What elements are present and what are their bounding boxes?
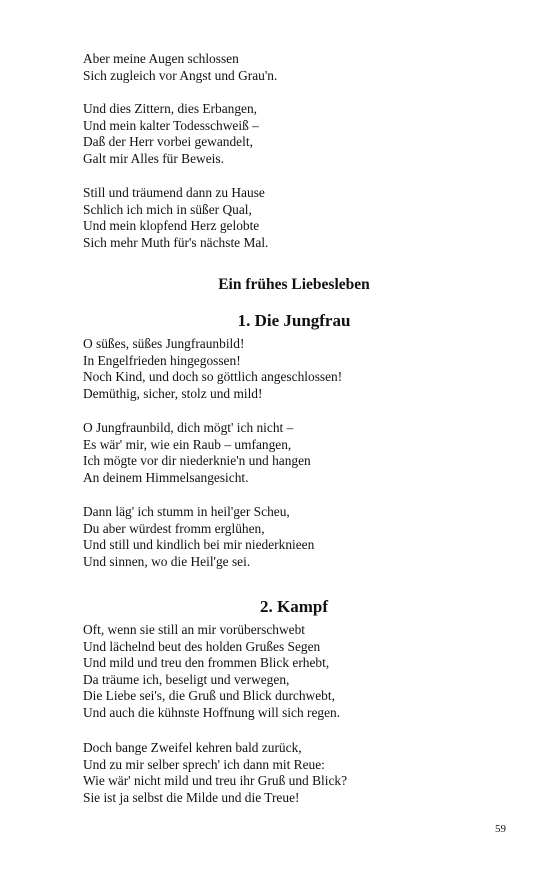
poem1-stanza-1 xyxy=(83,336,523,402)
verse-line: Still und träumend dann zu Hause xyxy=(83,185,265,200)
poem-title-jungfrau: 1. Die Jungfrau xyxy=(237,311,351,330)
verse-line: Sich zugleich vor Angst und Grau'n. xyxy=(83,67,278,83)
verse-line: Du aber würdest fromm erglühen, xyxy=(83,520,265,536)
verse-line: Und zu mir selber sprech' ich dann mit Reue: xyxy=(83,756,325,772)
verse-line: Dann läg' ich stumm in heil'ger Scheu, xyxy=(83,504,290,519)
verse-line: Und auch die kühnste Hoffnung will sich regen. xyxy=(83,704,341,720)
stanza-continued-3 xyxy=(83,185,523,251)
verse-line: Und mein klopfend Herz gelobte xyxy=(83,218,260,234)
stanza-continued-1 xyxy=(83,51,523,84)
verse-line: Und still und kindlich bei mir niederknieen xyxy=(83,537,315,553)
verse-line: Galt mir Alles für Beweis. xyxy=(83,150,224,166)
poem-title-kampf: 2. Kampf xyxy=(260,597,328,616)
verse-line: Und lächelnd beut des holden Grußes Segen xyxy=(83,638,321,654)
verse-line: An deinem Himmelsangesicht. xyxy=(83,469,249,485)
poem1-stanza-2 xyxy=(83,420,523,486)
verse-line: Daß der Herr vorbei gewandelt, xyxy=(83,134,253,150)
verse-line: Es wär' mir, wie ein Raub – umfangen, xyxy=(83,436,292,452)
verse-line: Sich mehr Muth für's nächste Mal. xyxy=(83,234,269,250)
verse-line: Demüthig, sicher, stolz und mild! xyxy=(83,385,263,401)
verse-line: In Engelfrieden hingegossen! xyxy=(83,352,241,368)
verse-line: O süßes, süßes Jungfraunbild! xyxy=(83,336,245,351)
poem1-stanza-3 xyxy=(83,504,523,570)
poem2-stanza-2 xyxy=(83,740,523,806)
verse-line: Und mein kalter Todesschweiß – xyxy=(83,117,259,133)
stanza-continued-2 xyxy=(83,101,523,167)
poem2-stanza-1 xyxy=(83,622,523,722)
verse-line: Und dies Zittern, dies Erbangen, xyxy=(83,101,258,116)
verse-line: Wie wär' nicht mild und treu ihr Gruß und Blick? xyxy=(83,773,348,789)
verse-line: Und sinnen, wo die Heil'ge sei. xyxy=(83,553,251,569)
verse-line: Doch bange Zweifel kehren bald zurück, xyxy=(83,740,302,755)
verse-line: Aber meine Augen schlossen xyxy=(83,51,239,66)
verse-line: Sie ist ja selbst die Milde und die Treue! xyxy=(83,789,300,805)
verse-line: O Jungfraunbild, dich mögt' ich nicht – xyxy=(83,420,294,435)
section-title: Ein frühes Liebesleben xyxy=(218,276,370,293)
verse-line: Oft, wenn sie still an mir vorüberschwebt xyxy=(83,622,306,637)
verse-line: Da träume ich, beseligt und verwegen, xyxy=(83,671,290,687)
verse-line: Die Liebe sei's, die Gruß und Blick durchwebt, xyxy=(83,688,335,704)
page-number: 59 xyxy=(495,823,506,835)
verse-line: Und mild und treu den frommen Blick erhebt, xyxy=(83,655,330,671)
verse-line: Ich mögte vor dir niederknie'n und hangen xyxy=(83,453,311,469)
verse-line: Noch Kind, und doch so göttlich angeschlossen! xyxy=(83,369,343,385)
verse-line: Schlich ich mich in süßer Qual, xyxy=(83,201,252,217)
